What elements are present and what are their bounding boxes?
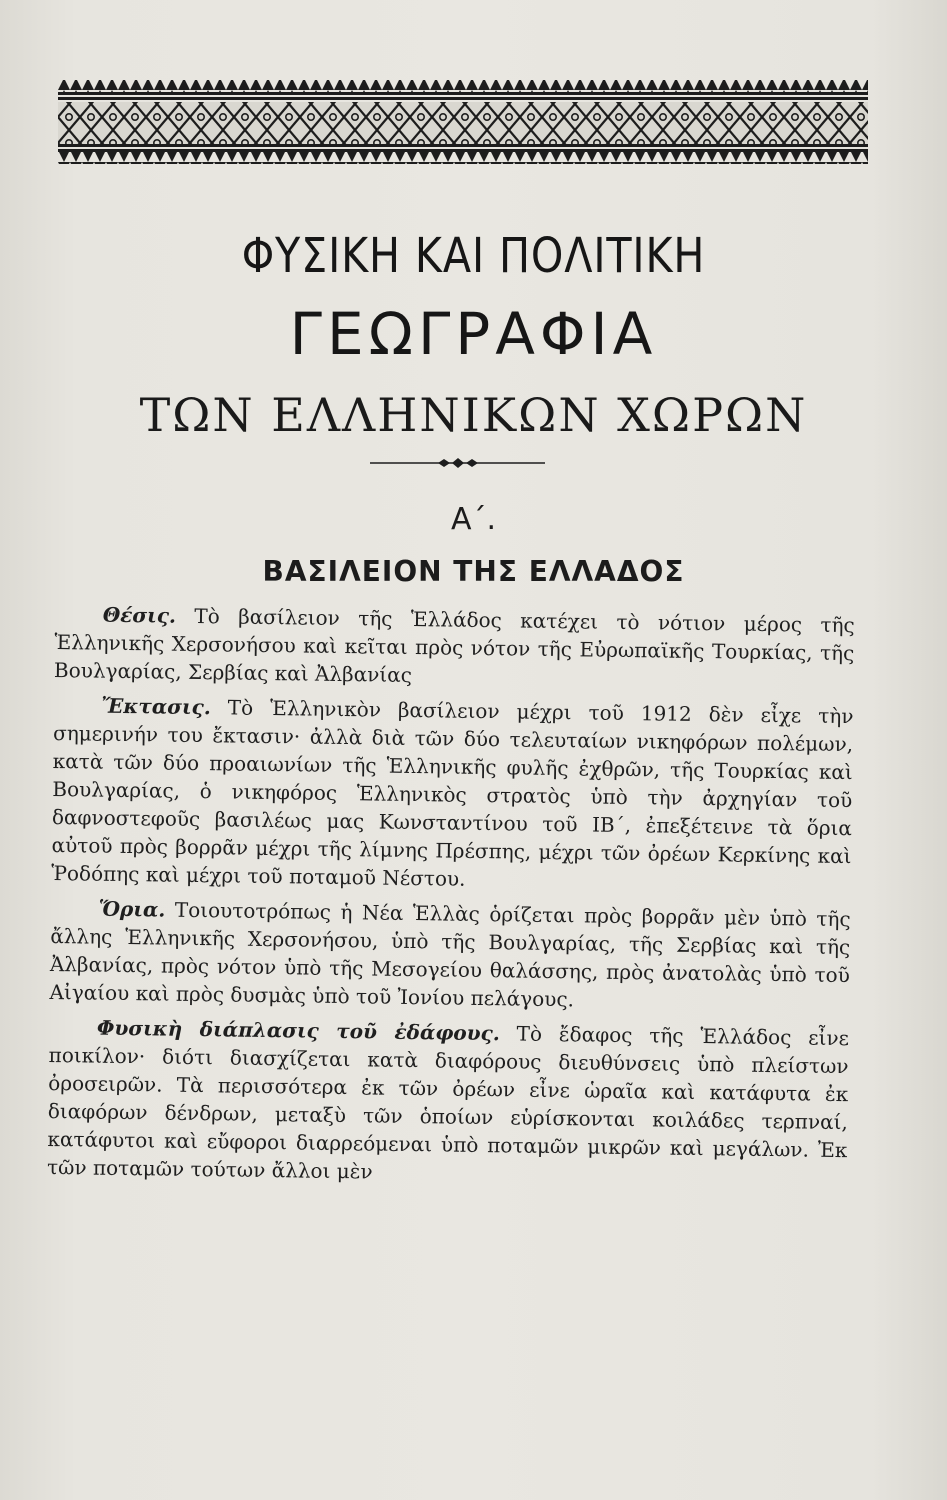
- body-text: [47, 600, 855, 1192]
- paragraph-text: Τὸ βασίλειον τῆς Ἑλλάδος κατέχει τὸ νότιον μέρος τῆς Ἑλληνικῆς Χερσονήσου καὶ κεῖται πρὸς νότον τῆς Εὐρωπαϊκῆς Τουρκίας, τῆς Βουλγαρίας, Σερβίας καὶ Ἀλβανίας: [53, 603, 855, 687]
- ornamental-divider: [370, 455, 545, 471]
- paragraph-text: Τοιουτοτρόπως ἡ Νέα Ἑλλὰς ὁρίζεται πρὸς βορρᾶν μὲν ὑπὸ τῆς ἄλλης Ἑλληνικῆς Χερσονήσου, ὑπὸ τῆς Βουλγαρίας, τῆς Σερβίας καὶ τῆς Ἀλβανίας, πρὸς νότον ὑπὸ τῆς Μεσογείου θαλάσσης, πρὸς ἀνατολὰς ὑπὸ τοῦ Αἰγαίου καὶ πρὸς δυσμὰς ὑπὸ τοῦ Ἰονίου πελάγους.: [49, 897, 851, 1012]
- title-line-1: ΦΥΣΙΚΗ ΚΑΙ ΠΟΛΙΤΙΚΗ: [241, 228, 706, 284]
- paragraph-terrain: [47, 1013, 849, 1192]
- paragraph-extent: [51, 691, 854, 898]
- paragraph-heading: Ἔκτασις.: [101, 693, 211, 720]
- section-title: ΒΑΣΙΛΕΙΟΝ ΤΗΣ ΕΛΛΑΔΟΣ: [262, 555, 685, 588]
- paragraph-borders: [49, 894, 850, 1017]
- title-line-3: ΤΩΝ ΕΛΛΗΝΙΚΩΝ ΧΩΡΩΝ: [139, 388, 808, 442]
- paragraph-heading: Θέσις.: [102, 602, 177, 628]
- decorative-header-band: [58, 78, 868, 168]
- section-number: Α΄.: [450, 502, 497, 537]
- paragraph-position: [54, 600, 855, 695]
- title-line-2: ΓΕΩΓΡΑΦΙΑ: [289, 300, 658, 368]
- paragraph-heading: Ὅρια.: [98, 896, 166, 922]
- paragraph-text: Τὸ ἔδαφος τῆς Ἑλλάδος εἶνε ποικίλον· διότι διασχίζεται κατὰ διαφόρους διευθύνσεις ὑπὸ πλείστων ὀροσειρῶν. Τὰ περισσότερα ἐκ τῶν ὀρέων εἶνε ὡραῖα καὶ κατάφυτα ἐκ διαφόρων δένδρων, μεταξὺ τῶν ὁποίων εὑρίσκονται κοιλάδες τερπναί, κατάφυτοι καὶ εὔφοροι διαρρεόμεναι ὑπὸ ποταμῶν μικρῶν καὶ μεγάλων. Ἐκ τῶν ποταμῶν τούτων ἄλλοι μὲν: [46, 1021, 850, 1184]
- paragraph-heading: Φυσικὴ διάπλασις τοῦ ἐδάφους.: [96, 1015, 500, 1046]
- paragraph-text: Τὸ Ἑλληνικὸν βασίλειον μέχρι τοῦ 1912 δὲν εἶχε τὴν σημερινήν του ἔκτασιν· ἀλλὰ διὰ τῶν δύο τελευταίων νικηφόρων πολέμων, κατὰ τῶν δύο προαιωνίων τῆς Ἑλληνικῆς φυλῆς ἐχθρῶν, τῆς Τουρκίας καὶ Βουλγαρίας, ὁ νικηφόρος Ἑλληνικὸς στρατὸς ὑπὸ τὴν ἀρχηγίαν τοῦ δαφνοστεφοῦς βασιλέως μας Κωνσταντίνου τοῦ ΙΒ΄, ἐπεξέτεινε τὰ ὅρια αὐτοῦ πρὸς βορρᾶν μέχρι τῆς λίμνης Πρέσπης, μέχρι τῶν ὀρέων Κερκίνης καὶ Ῥοδόπης καὶ μέχρι τοῦ ποταμοῦ Νέστου.: [51, 695, 854, 891]
